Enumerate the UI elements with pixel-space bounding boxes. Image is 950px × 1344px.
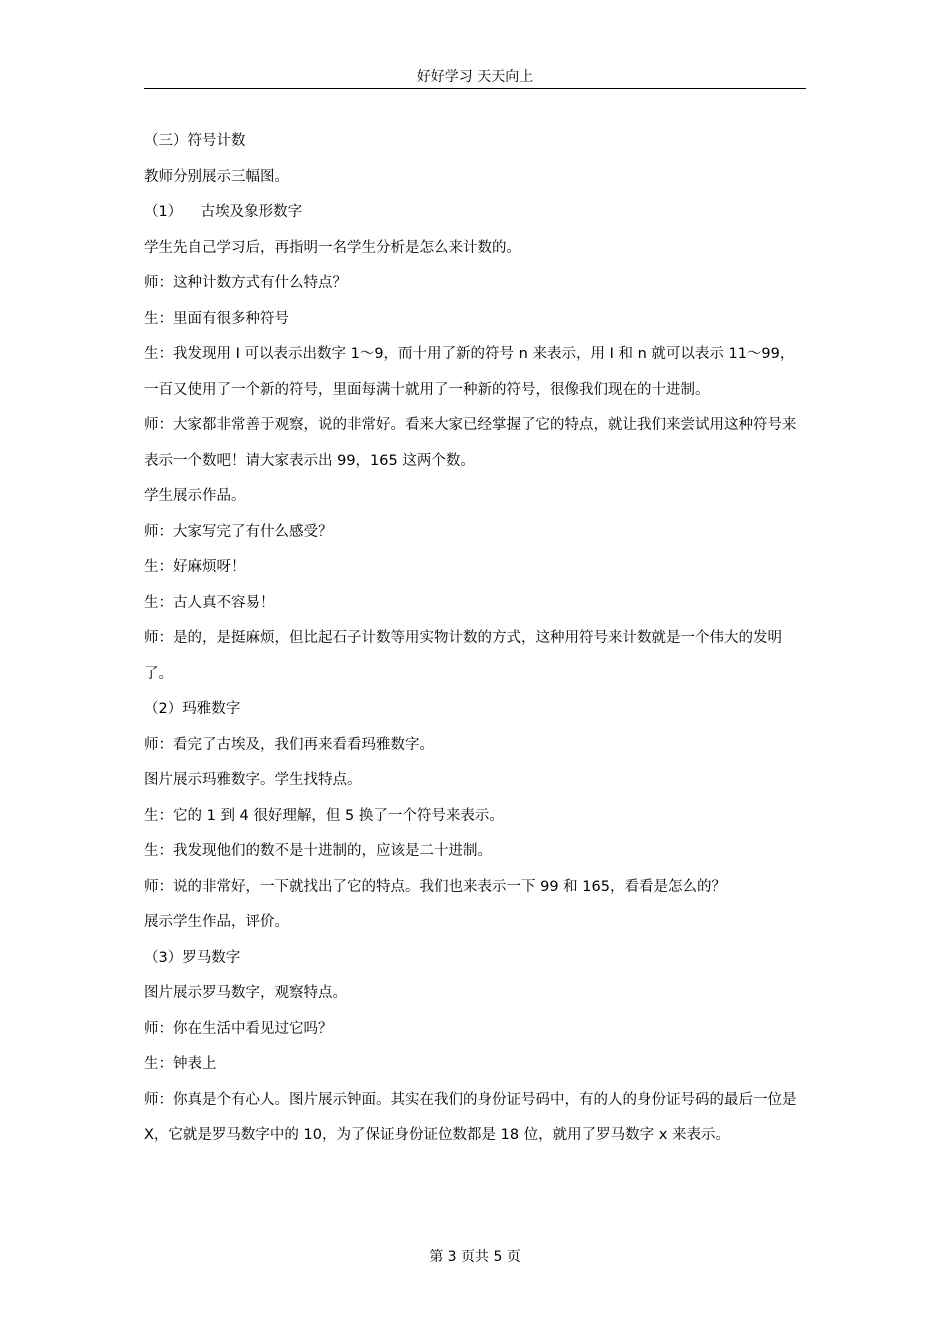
- paragraph: 师：你真是个有心人。图片展示钟面。其实在我们的身份证号码中，有的人的身份证号码的最后一位是 X，它就是罗马数字中的 10，为了保证身份证位数都是 18 位，就用了罗马数字 x 来表示。: [144, 1091, 802, 1143]
- paragraph: 生：我发现他们的数不是十进制的，应该是二十进制。: [144, 843, 492, 859]
- paragraph: 生：钟表上: [144, 1056, 217, 1072]
- paragraph: 图片展示玛雅数字。学生找特点。: [144, 772, 362, 788]
- paragraph: 图片展示罗马数字，观察特点。: [144, 985, 347, 1001]
- paragraph: 师：你在生活中看见过它吗？: [144, 1020, 333, 1037]
- header-divider: [144, 88, 806, 89]
- paragraph: 学生展示作品。: [144, 488, 246, 504]
- paragraph: 学生先自己学习后，再指明一名学生分析是怎么来计数的。: [144, 239, 521, 256]
- page-body: [144, 124, 808, 1154]
- page-header: 好好学习 天天向上: [416, 69, 534, 85]
- paragraph: 生：它的 1 到 4 很好理解，但 5 换了一个符号来表示。: [144, 807, 504, 824]
- paragraph: 生：里面有很多种符号: [144, 310, 289, 327]
- paragraph: 生：古人真不容易！: [144, 594, 275, 611]
- paragraph: 生：我发现用 I 可以表示出数字 1～9，而十用了新的符号 n 来表示，用 I 和 n 就可以表示 11～99，一百又使用了一个新的符号，里面每满十就用了一种新的符号，很像我们现在的十进制。: [144, 346, 795, 398]
- section-heading: （三）符号计数: [144, 133, 246, 149]
- subsection-heading: （1） 古埃及象形数字: [144, 204, 303, 220]
- paragraph: 师：这种计数方式有什么特点？: [144, 275, 347, 291]
- paragraph: 生：好麻烦呀！: [144, 559, 246, 575]
- subsection-heading: （2）玛雅数字: [144, 701, 241, 717]
- paragraph: 师：说的非常好，一下就找出了它的特点。我们也来表示一下 99 和 165，看看是怎么的？: [144, 878, 726, 895]
- page-number: 第 3 页共 5 页: [429, 1249, 521, 1265]
- paragraph: 师：大家写完了有什么感受？: [144, 523, 333, 540]
- paragraph: 师：是的，是挺麻烦，但比起石子计数等用实物计数的方式，这种用符号来计数就是一个伟大的发明了。: [144, 630, 782, 682]
- paragraph: 师：看完了古埃及，我们再来看看玛雅数字。: [144, 736, 434, 753]
- paragraph: 展示学生作品，评价。: [144, 914, 289, 930]
- paragraph: 教师分别展示三幅图。: [144, 168, 289, 185]
- subsection-heading: （3）罗马数字: [144, 949, 241, 966]
- paragraph: 师：大家都非常善于观察，说的非常好。看来大家已经掌握了它的特点，就让我们来尝试用这种符号来表示一个数吧！请大家表示出 99，165 这两个数。: [144, 417, 797, 469]
